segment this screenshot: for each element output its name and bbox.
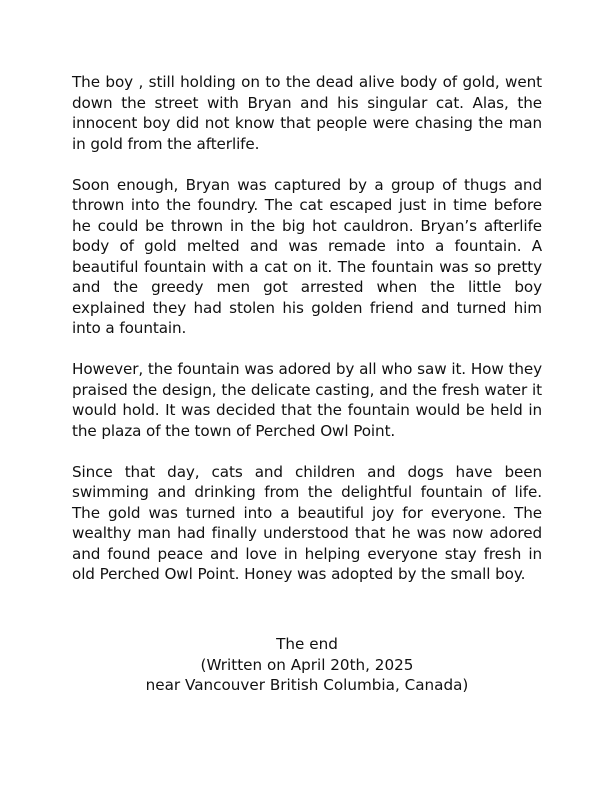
paragraph-2: Soon enough, Bryan was captured by a group of thugs and thrown into the foundry. The cat escaped just in time before he could be thrown in the big hot cauldron. Bryan’s afterlife body of gold melted and was remade into a fountain. A beautiful fountain with a cat on it. The fountain was so pretty and the greedy men got arrested when the little boy explained they had stolen his golden friend and turned him into a fountain. [72, 175, 542, 337]
paragraph-1: The boy , still holding on to the dead alive body of gold, went down the street with Bryan and his singular cat. Alas, the innocent boy did not know that people were chasing the man in gold from the afterlife. [72, 73, 542, 153]
the-end-line: The end [276, 635, 338, 653]
story-body [72, 72, 542, 605]
closing-block [72, 634, 542, 696]
written-date-line: (Written on April 20th, 2025 [200, 655, 414, 674]
location-line: near Vancouver British Columbia, Canada) [145, 676, 469, 694]
paragraph-3: However, the fountain was adored by all who saw it. How they praised the design, the delicate casting, and the fresh water it would hold. It was decided that the fountain would be held in the plaza of the town of Perched Owl Point. [72, 360, 542, 440]
paragraph-4: Since that day, cats and children and dogs have been swimming and drinking from the delightful fountain of life. The gold was turned into a beautiful joy for everyone. The wealthy man had finally understood that he was now adored and found peace and love in helping everyone stay fresh in old Perched Owl Point. Honey was adopted by the small boy. [72, 462, 542, 583]
